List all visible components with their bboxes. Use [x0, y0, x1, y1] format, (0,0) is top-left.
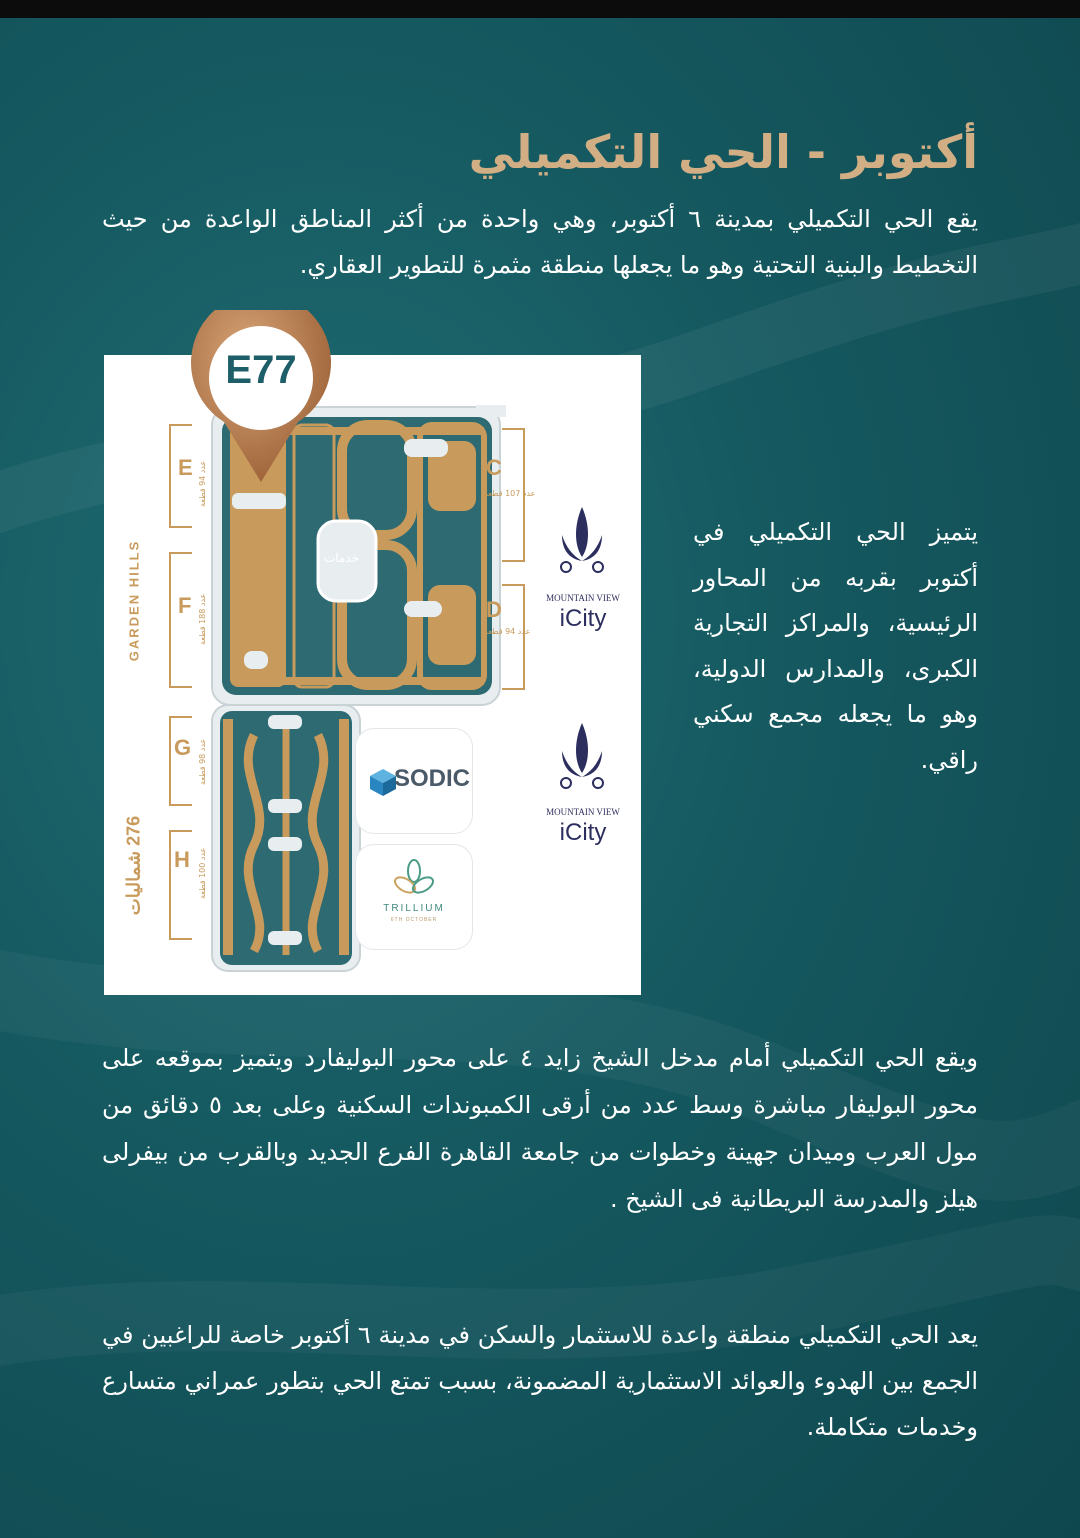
pin-label: E77: [225, 348, 297, 392]
zone-g-letter: G: [174, 735, 192, 760]
sodic-wordmark: SODIC: [394, 765, 471, 792]
mountain-view-city-2: iCity: [559, 819, 607, 846]
mountain-view-brand-2: MOUNTAIN VIEW: [546, 807, 620, 817]
features-paragraph: يتميز الحي التكميلي في أكتوبر بقربه من المحاور الرئيسية، والمراكز التجارية الكبرى، والمدارس الدولية، وهو ما يجعله مجمع سكني راقي.: [693, 518, 978, 774]
mountain-view-emblem-icon: [552, 505, 612, 575]
zone-d-note: عدد 94 قطعة: [484, 627, 531, 636]
map-pin-icon: [186, 310, 336, 490]
trillium-leaf-icon: [394, 859, 434, 899]
mountain-view-city: iCity: [559, 605, 607, 632]
trillium-subtitle: 6TH OCTOBER: [390, 917, 438, 923]
site-map: [104, 348, 641, 995]
services-label: خدمات: [324, 551, 360, 565]
zone-c-letter: C: [486, 455, 502, 480]
south-block-plots: [220, 711, 352, 965]
zone-f-letter: F: [178, 593, 192, 618]
trillium-logo-box: [356, 845, 472, 949]
zone-e-note: عدد 94 قطعة: [198, 460, 207, 507]
zone-e-letter: E: [178, 455, 193, 480]
trillium-wordmark: TRILLIUM: [383, 903, 445, 914]
shamaliat-label: 276 شماليات: [123, 815, 144, 916]
sodic-logo-box: [356, 729, 472, 833]
zone-h-note: عدد 100 قطعة: [198, 847, 207, 899]
zone-h-letter: H: [174, 847, 190, 872]
page-title: أكتوبر - الحي التكميلي: [468, 125, 978, 179]
zone-g-note: عدد 98 قطعة: [198, 738, 207, 785]
mountain-view-brand: MOUNTAIN VIEW: [546, 593, 620, 603]
location-paragraph: ويقع الحي التكميلي أمام مدخل الشيخ زايد ٤ على محور البوليفارد ويتميز بموقعه على محور البوليفار مباشرة وسط عدد من أرقى الكمبوندات السكنية وعلى بعد ٥ دقائق من مول العرب وميدان جهينة وخطوات من جامعة القاهرة الفرع الجديد وبالقرب من بيفرلى هيلز والمدرسة البريطانية فى الشيخ .: [102, 1044, 978, 1213]
investment-paragraph: يعد الحي التكميلي منطقة واعدة للاستثمار والسكن في مدينة ٦ أكتوبر خاصة للراغبين في الجمع بين الهدوء والعوائد الاستثمارية المضمونة، بسبب تمتع الحي بتطور عمراني متسارع وخدمات متكاملة.: [102, 1321, 979, 1441]
zone-f-note: عدد 188 قطعة: [198, 593, 207, 645]
zone-d-letter: D: [486, 597, 502, 622]
location-pin-marker[interactable]: [186, 310, 336, 490]
mountain-view-emblem-icon: [552, 721, 612, 791]
garden-hills-label: GARDEN HILLS: [126, 539, 142, 662]
intro-paragraph: يقع الحي التكميلي بمدينة ٦ أكتوبر، وهي واحدة من أكثر المناطق الواعدة من حيث التخطيط والبنية التحتية وهو ما يجعلها منطقة مثمرة للتطوير العقاري.: [102, 205, 978, 279]
zone-c-note: عدد 107 قطعة: [484, 489, 536, 498]
